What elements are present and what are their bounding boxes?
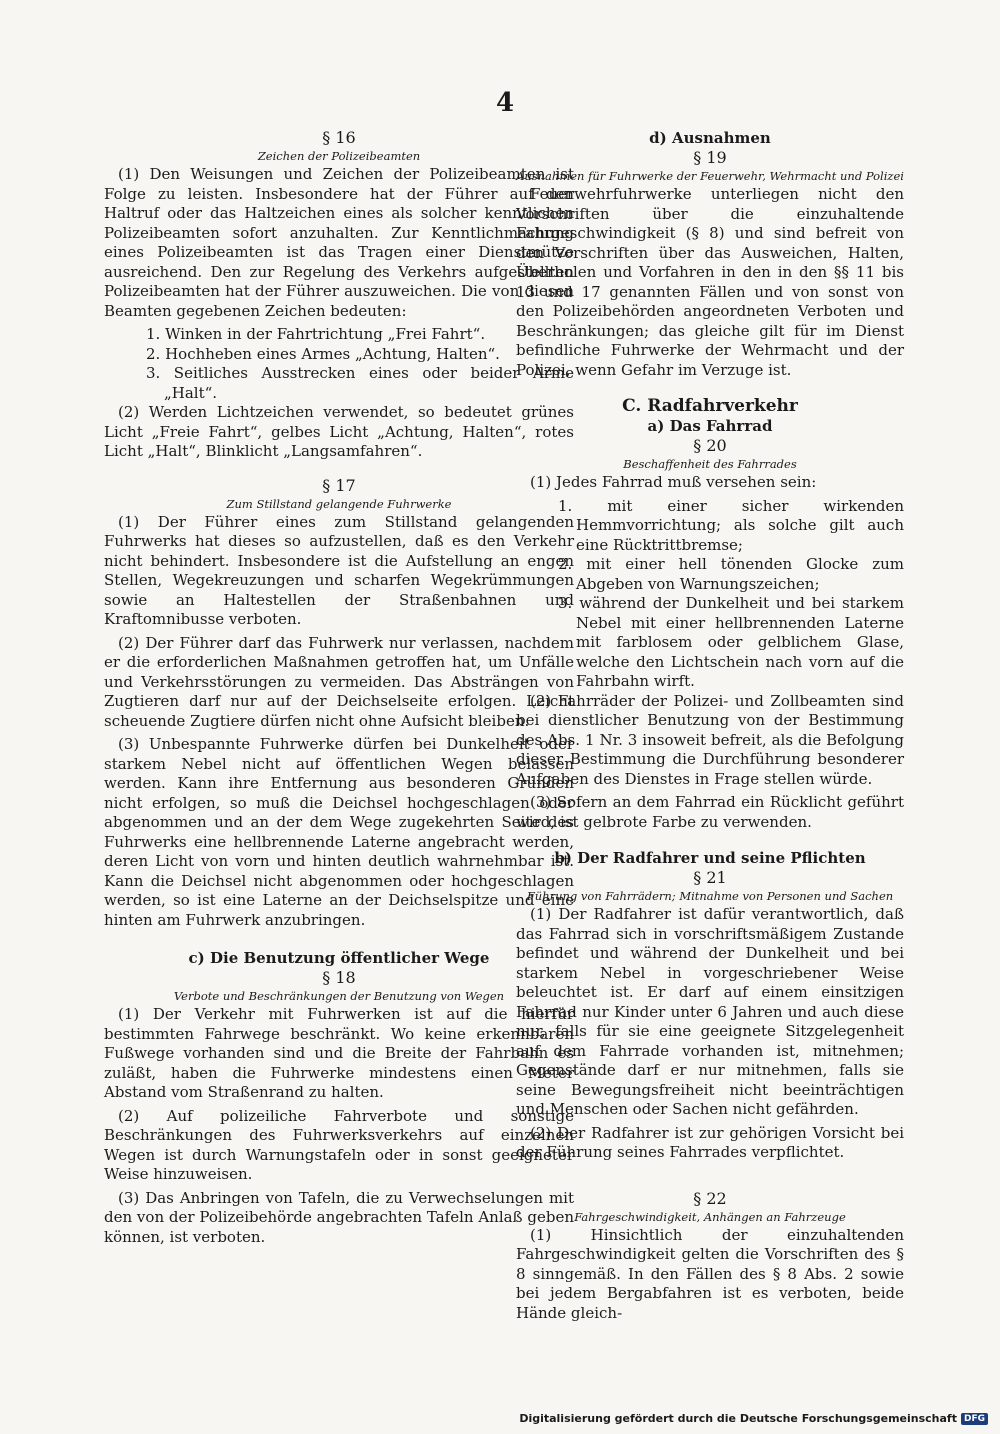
right-column (516, 128, 904, 1327)
section-21-caption: Führung von Fahrrädern; Mitnahme von Personen und Sachen (526, 889, 894, 903)
section-22-paragraph-1: (1) Hinsichtlich der einzuhaltenden Fahrgeschwindigkeit gelten die Vorschriften des § 8 sinngemäß. In den Fällen des § 8 Abs. 2 sowie bei jedem Bergabfahren ist es verboten, beide Hände gleich- (516, 1225, 904, 1322)
section-20-caption: Beschaffenheit des Fahrrades (623, 457, 797, 471)
heading-c-radfahrverkehr: C. Radfahrverkehr (622, 396, 798, 416)
section-20-title: § 20 (693, 436, 727, 455)
section-17-paragraph-2: (2) Der Führer darf das Fuhrwerk nur verlassen, nachdem er die erforderlichen Maßnahmen getroffen hat, um Unfälle und Verkehrsstörungen zu vermeiden. Das Absträngen von Zugtieren darf nur auf der Deichselseite erfolgen. Leicht scheuende Zugtiere dürfen nicht ohne Aufsicht bleiben. (104, 633, 574, 730)
section-18-caption: Verbote und Beschränkungen der Benutzung von Wegen (173, 989, 505, 1003)
section-16-item-3: 3. Seitliches Ausstrecken eines oder beider Arme „Halt“. (146, 364, 574, 402)
section-20-item-1: 1. mit einer sicher wirkenden Hemmvorrichtung; als solche gilt auch eine Rücktrittbremse; (558, 496, 904, 554)
section-21-paragraph-2: (2) Der Radfahrer ist zur gehörigen Vorsicht bei der Führung seines Fahrrades verpflichtet. (516, 1123, 904, 1161)
subheading-d: d) Ausnahmen (649, 129, 771, 147)
footer-text: Digitalisierung gefördert durch die Deutsche Forschungsgemeinschaft (519, 1412, 957, 1425)
section-20-paragraph-2: (2) Fahrräder der Polizei- und Zollbeamten sind bei dienstlicher Benutzung von der Bestimmung des Abs. 1 Nr. 3 insoweit befreit, als die Befolgung dieser Bestimmung die Durchführung besonderer Aufgaben des Dienstes in Frage stellen würde. (516, 691, 904, 788)
section-17-title: § 17 (322, 475, 356, 495)
section-16-title: § 16 (322, 128, 356, 147)
section-22-title: § 22 (693, 1188, 727, 1208)
section-18-paragraph-3: (3) Das Anbringen von Tafeln, die zu Verwechselungen mit den von der Polizeibehörde angebrachten Tafeln Anlaß geben können, ist verboten. (104, 1188, 574, 1246)
section-17-caption: Zum Stillstand gelangende Fuhrwerke (226, 496, 452, 511)
page-number: 4 (496, 88, 515, 118)
dfg-logo-icon: DFG (961, 1413, 988, 1425)
subheading-c: c) Die Benutzung öffentlicher Wege (188, 949, 490, 967)
left-column (104, 128, 574, 1251)
section-16-item-2: 2. Hochheben eines Armes „Achtung, Halten“. (146, 344, 500, 363)
section-19-title: § 19 (693, 148, 727, 167)
section-18-paragraph-1: (1) Der Verkehr mit Fuhrwerken ist auf die hierfür bestimmten Fahrwege beschränkt. Wo keine erkennbaren Fußwege vorhanden sind und die Breite der Fahrbahn es zuläßt, haben die Fuhrwerke mindestens einen Meter Abstand vom Straßenrand zu halten. (104, 1005, 574, 1101)
subheading-b: b) Der Radfahrer und seine Pflichten (554, 849, 866, 867)
section-18-title: § 18 (322, 968, 356, 987)
section-20-paragraph-1: (1) Jedes Fahrrad muß versehen sein: (530, 473, 817, 491)
section-20-paragraph-3: (3) Sofern an dem Fahrrad ein Rücklicht geführt wird, ist gelbrote Farbe zu verwenden. (516, 793, 904, 831)
footer-credit (519, 1412, 988, 1425)
section-17-paragraph-1: (1) Der Führer eines zum Stillstand gelangenden Fuhrwerks hat dieses so aufzustellen, daß es den Verkehr nicht behindert. Insbesondere ist die Aufstellung an engen Stellen, Wegekreuzungen und scharfen Wegekrümmungen sowie an Haltestellen der Straßenbahnen und Kraftomnibusse verboten. (104, 512, 574, 628)
subheading-a: a) Das Fahrrad (647, 417, 773, 435)
section-16-caption: Zeichen der Polizeibeamten (257, 149, 421, 163)
section-19-caption: Ausnahmen für Fuhrwerke der Feuerwehr, Wehrmacht und Polizei (516, 169, 904, 183)
section-22-caption: Fahrgeschwindigkeit, Anhängen an Fahrzeuge (574, 1209, 846, 1224)
section-20-item-3: 3. während der Dunkelheit und bei starkem Nebel mit einer hellbrennenden Laterne mit farblosem oder gelblichem Glase, welche den Lichtschein nach vorn auf die Fahrbahn wirft. (558, 594, 904, 690)
section-17-paragraph-3: (3) Unbespannte Fuhrwerke dürfen bei Dunkelheit oder starkem Nebel nicht auf öffentlichen Wegen belassen werden. Kann ihre Entfernung aus besonderen Gründen nicht erfolgen, so muß die Deichsel hochgeschlagen oder abgenommen und an der dem Wege zugekehrten Seite des Fuhrwerks eine hellbrennende Laterne angebracht werden, deren Licht von vorn und hinten deutlich wahrnehmbar ist. Kann die Deichsel nicht abgenommen oder hochgeschlagen werden, so ist eine Laterne an der Deichselspitze und eine hinten am Fuhrwerk anzubringen. (104, 735, 574, 929)
section-18-paragraph-2: (2) Auf polizeiliche Fahrverbote und sonstige Beschränkungen des Fuhrwerksverkehrs auf einzelnen Wegen ist durch Warnungstafeln oder in sonst geeigneter Weise hinzuweisen. (104, 1106, 574, 1183)
section-16-item-1: 1. Winken in der Fahrtrichtung „Frei Fahrt“. (146, 325, 486, 343)
section-19-paragraph-1: Feuerwehrfuhrwerke unterliegen nicht den Vorschriften über die einzuhaltende Fahrgeschwindigkeit (§ 8) und sind befreit von den Vorschriften über das Ausweichen, Halten, Überholen und Vorfahren in den in den §§ 11 bis 13 und 17 genannten Fällen und von sonst von den Polizeibehörden angeordneten Verboten und Beschränkungen; das gleiche gilt für im Dienst befindliche Fuhrwerke der Wehrmacht und der Polizei, wenn Gefahr im Verzuge ist. (516, 185, 904, 379)
section-21-paragraph-1: (1) Der Radfahrer ist dafür verantwortlich, daß das Fahrrad sich in vorschriftsmäßigem Zustande befindet und während der Dunkelheit und bei starkem Nebel in vorgeschriebener Weise beleuchtet ist. Er darf auf einem einsitzigen Fahrrad nur Kinder unter 6 Jahren und auch diese nur, falls für sie eine geeignete Sitzgelegenheit auf dem Fahrrade vorhanden ist, mitnehmen; Gegenstände darf er nur mitnehmen, falls sie seine Bewegungsfreiheit nicht beeinträchtigen und Menschen oder Sachen nicht gefährden. (516, 905, 904, 1118)
section-20-item-2: 2. mit einer hell tönenden Glocke zum Abgeben von Warnungszeichen; (558, 555, 904, 593)
section-16-paragraph-1: (1) Den Weisungen und Zeichen der Polizeibeamten ist Folge zu leisten. Insbesondere hat der Führer auf den Haltruf oder das Haltzeichen eines als solcher kenntlichen Polizeibeamten sofort anzuhalten. Zur Kenntlichmachung eines Polizeibeamten ist das Tragen einer Dienstmütze ausreichend. Den zur Regelung des Verkehrs aufgestellten Polizeibeamten hat der Führer auszuweichen. Die von diesen Beamten gegebenen Zeichen bedeuten: (104, 165, 574, 320)
section-16-paragraph-2: (2) Werden Lichtzeichen verwendet, so bedeutet grünes Licht „Freie Fahrt“, gelbes Licht „Achtung, Halten“, rotes Licht „Halt“, Blinklicht „Langsamfahren“. (104, 403, 574, 460)
section-21-title: § 21 (693, 868, 727, 887)
